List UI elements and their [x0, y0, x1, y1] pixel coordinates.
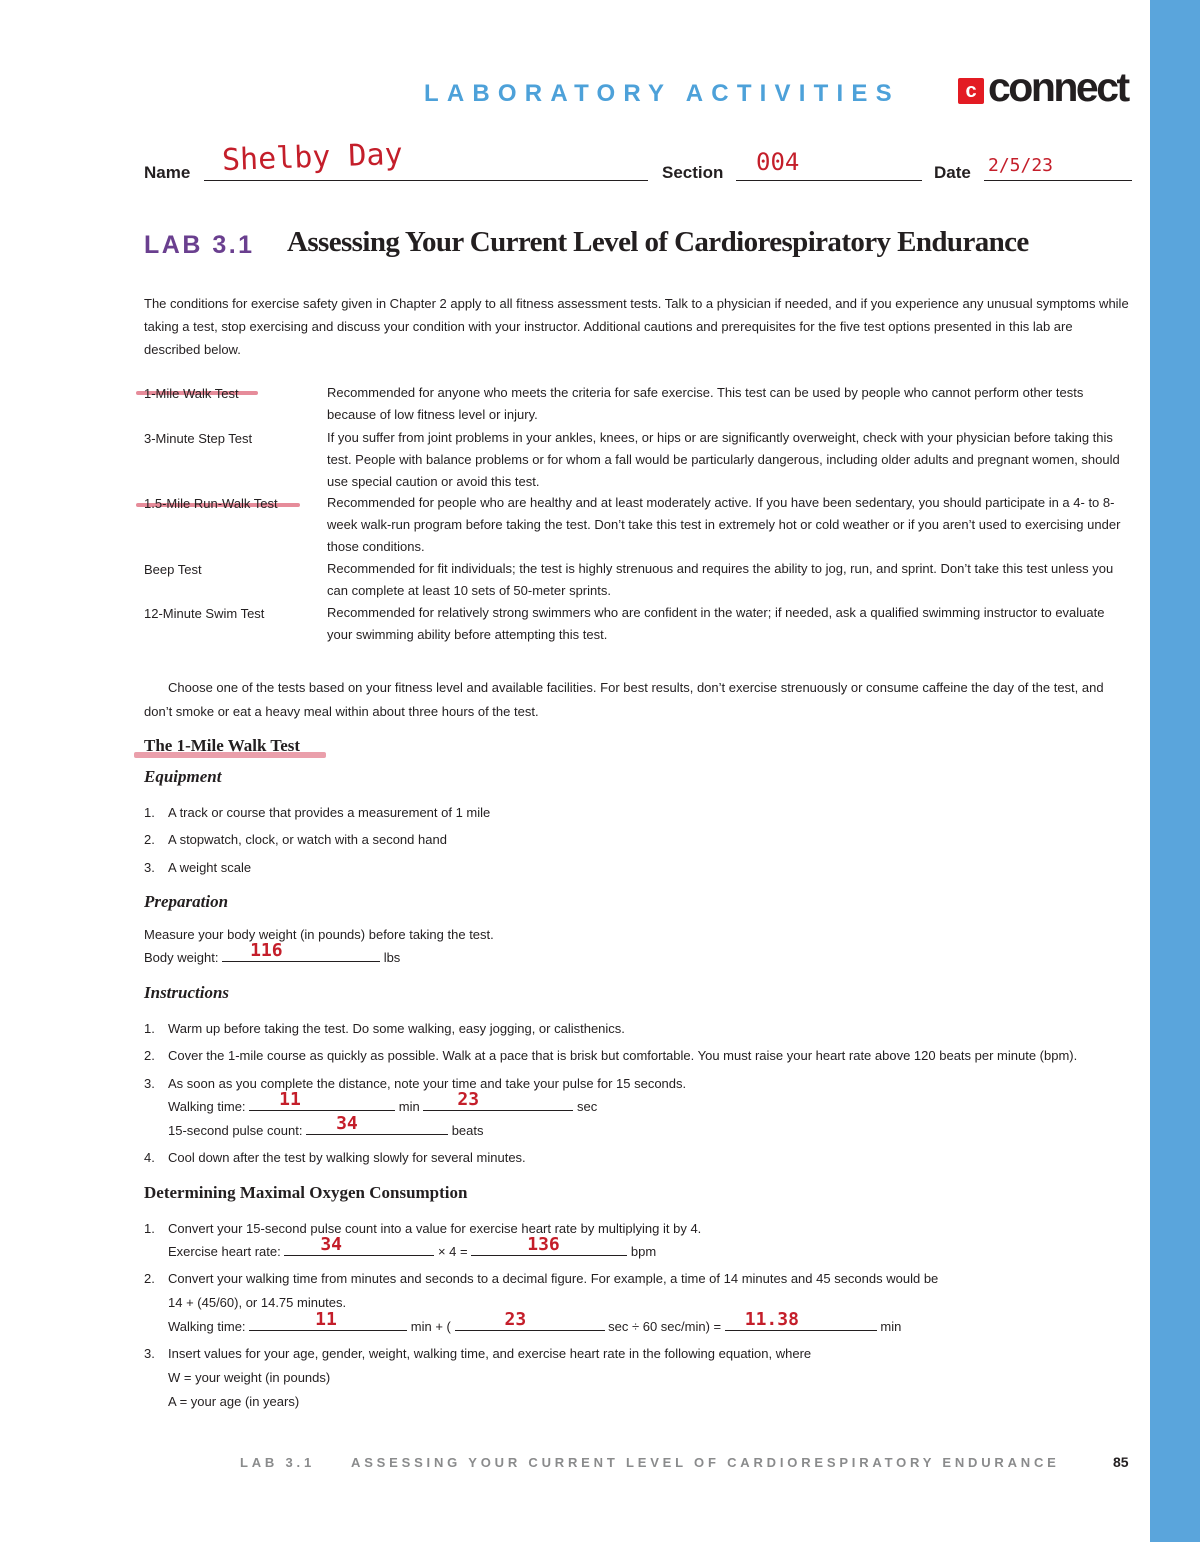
name-label: Name: [144, 163, 191, 182]
weight-definition: W = your weight (in pounds): [168, 1370, 331, 1385]
ehr-result-field[interactable]: [471, 1234, 627, 1256]
walking-time-decimal-row: [168, 1309, 902, 1338]
wt-result-field[interactable]: [725, 1309, 877, 1331]
walking-sec-value: 23: [457, 1089, 480, 1110]
section-field[interactable]: [736, 180, 922, 181]
section-banner: LABORATORY ACTIVITIES: [424, 80, 900, 107]
test-option-description: Recommended for fit individuals; the test is highly strenuous and requires the ability to jog, run, and sprint. Don’t take this test unless you can complete at least 10 sets of 50-meter sprints.: [327, 561, 1114, 598]
body-weight-row: [144, 940, 401, 969]
choose-paragraph: Choose one of the tests based on your fitness level and available facilities. For best results, don’t exercise strenuously or consume caffeine the day of the test, and don’t smoke or eat a heavy meal within about three hours of the test.: [144, 680, 1104, 719]
test-option-description: Recommended for relatively strong swimmers who are confident in the water; if needed, ask a qualified swimming instructor to evaluate your swimming ability before attempting this test.: [327, 605, 1105, 642]
pulse-unit: beats: [451, 1123, 484, 1138]
ehr-label: Exercise heart rate:: [168, 1244, 281, 1259]
wt-result-value: 11.38: [744, 1309, 799, 1330]
date-value: 2/5/23: [988, 155, 1054, 176]
test-option-description: If you suffer from joint problems in your ankles, knees, or hips or are significantly overweight, check with your physician before taking this test. People with balance problems or for whom a fall would be particularly dangerous, including older adults and pregnant women, should use special caution or avoid this test.: [327, 430, 1120, 489]
page-number: 85: [1113, 1454, 1129, 1470]
footer-lab-label: LAB 3.1: [240, 1455, 316, 1470]
wt-min-field[interactable]: [249, 1309, 407, 1331]
wt-label: Walking time:: [168, 1319, 246, 1334]
wt-result-unit: min: [880, 1319, 902, 1334]
walking-min-field[interactable]: [249, 1089, 395, 1111]
section-value: 004: [756, 148, 800, 176]
page-edge-strip: [1150, 0, 1200, 1542]
sec-unit: sec: [577, 1099, 598, 1114]
test-option-description: Recommended for anyone who meets the criteria for safe exercise. This test can be used by people who cannot perform other tests because of low fitness level or injury.: [327, 385, 1084, 422]
ehr-result-value: 136: [527, 1234, 560, 1255]
walking-time-label: Walking time:: [168, 1099, 246, 1114]
date-field[interactable]: [984, 180, 1132, 181]
connect-logo-icon: c: [958, 78, 984, 104]
footer-lab-title: ASSESSING YOUR CURRENT LEVEL OF CARDIORESPIRATORY ENDURANCE: [351, 1455, 1060, 1470]
test-option-name: 3-Minute Step Test: [144, 431, 253, 446]
wt-min-value: 11: [315, 1309, 337, 1330]
preparation-heading: Preparation: [144, 892, 229, 911]
wt-sec-unit: sec ÷ 60 sec/min) =: [608, 1319, 722, 1334]
body-weight-value: 116: [250, 940, 283, 961]
test-option-name: 12-Minute Swim Test: [144, 606, 265, 621]
ehr-pulse-value: 34: [320, 1234, 343, 1255]
vo2-title: Determining Maximal Oxygen Consumption: [144, 1183, 468, 1202]
exercise-hr-row: [168, 1234, 657, 1263]
test-option-name: Beep Test: [144, 562, 202, 577]
body-weight-label: Body weight:: [144, 950, 219, 965]
test-option-description: Recommended for people who are healthy and at least moderately active. If you have been sedentary, you should participate in a 4- to 8-week walk-run program before taking the test. Don’t take this test in extremely hot or cold weather or if you aren’t used to exercising under those conditions.: [327, 495, 1121, 554]
wt-min-unit: min + (: [410, 1319, 451, 1334]
intro-paragraph: The conditions for exercise safety given in Chapter 2 apply to all fitness assessment tests. Talk to a physician if needed, and if you experience any unusual symptoms while taking a test, stop exercising and discuss your condition with your instructor. Additional cautions and prerequisites for the five test options presented in this lab are described below.: [144, 296, 1129, 357]
connect-logo-text: connect: [988, 64, 1128, 110]
section-label: Section: [662, 163, 724, 182]
equipment-heading: Equipment: [144, 767, 222, 786]
age-definition: A = your age (in years): [168, 1394, 300, 1409]
step2-example: 14 + (45/60), or 14.75 minutes.: [168, 1295, 347, 1310]
walking-time-row: [168, 1089, 598, 1118]
walking-sec-field[interactable]: [423, 1089, 573, 1111]
pulse-row: [168, 1113, 484, 1142]
name-value: Shelby Day: [221, 136, 404, 179]
date-label: Date: [934, 163, 971, 182]
lab-title: Assessing Your Current Level of Cardiorespiratory Endurance: [287, 226, 1029, 258]
wt-sec-value: 23: [504, 1309, 527, 1330]
instructions-heading: Instructions: [144, 983, 230, 1002]
page-footer: [240, 1455, 1060, 1470]
preparation-text: Measure your body weight (in pounds) before taking the test.: [144, 927, 494, 942]
min-unit: min: [398, 1099, 420, 1114]
ehr-times: × 4 =: [437, 1244, 468, 1259]
ehr-unit: bpm: [630, 1244, 657, 1259]
body-weight-unit: lbs: [383, 950, 401, 965]
test-option-name: 1.5-Mile Run-Walk Test: [144, 496, 278, 511]
ehr-pulse-field[interactable]: [284, 1234, 434, 1256]
pulse-value: 34: [336, 1113, 358, 1134]
pulse-field[interactable]: [306, 1113, 448, 1135]
wt-sec-field[interactable]: [455, 1309, 605, 1331]
body-weight-field[interactable]: [222, 940, 380, 962]
pulse-label: 15-second pulse count:: [168, 1123, 303, 1138]
lab-number: LAB 3.1: [144, 231, 255, 259]
walking-min-value: 11: [279, 1089, 301, 1110]
name-field[interactable]: [204, 180, 648, 181]
walk-test-title: The 1-Mile Walk Test: [144, 736, 301, 755]
test-option-name: 1-Mile Walk Test: [144, 386, 239, 401]
